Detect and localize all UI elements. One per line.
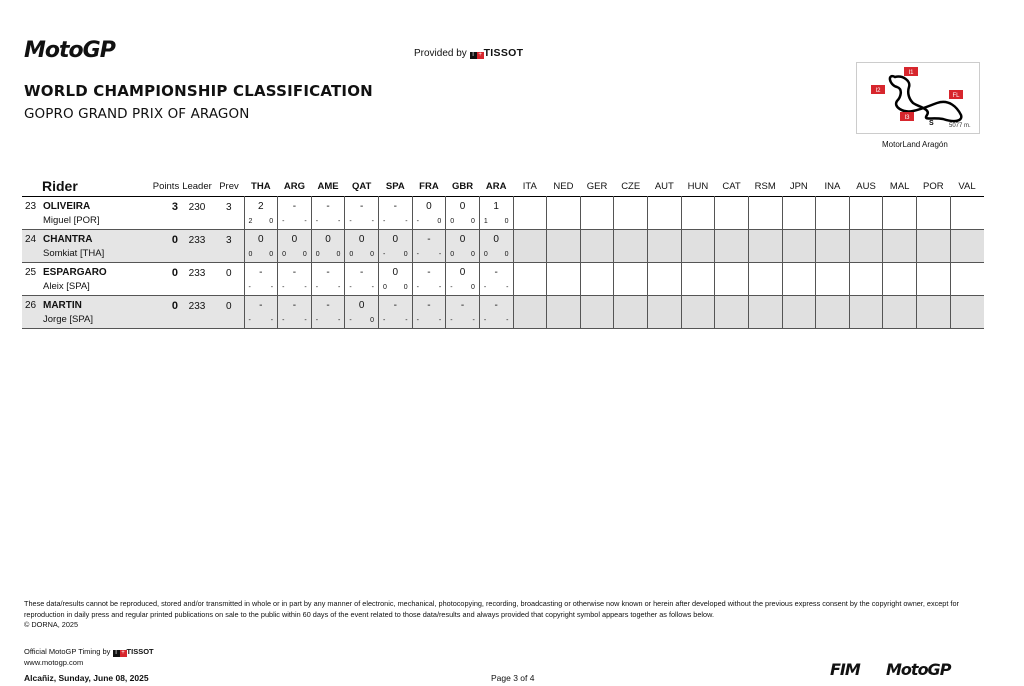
result-cell-aut xyxy=(648,296,682,329)
gp-points: 0 xyxy=(470,218,475,225)
sprint-points: - xyxy=(349,317,352,324)
result-cell-aut xyxy=(648,263,682,296)
result-cell-cat xyxy=(715,296,749,329)
result-cell-aus xyxy=(849,296,883,329)
result-cell-val xyxy=(950,263,984,296)
col-event-aut: AUT xyxy=(654,180,674,192)
result-cell-cat xyxy=(715,263,749,296)
sprint-points: - xyxy=(315,317,319,324)
leader-gap-cell: 233 xyxy=(180,296,214,329)
gp-points: - xyxy=(405,218,408,225)
page-title: WORLD CHAMPIONSHIP CLASSIFICATION xyxy=(24,82,373,100)
rider-cell xyxy=(22,263,152,296)
gp-points: 0 xyxy=(403,284,408,291)
rider-firstname: Somkiat [THA] xyxy=(43,248,105,259)
result-cell-hun xyxy=(681,263,715,296)
sprint-points: - xyxy=(383,251,386,258)
race-points: - xyxy=(292,267,297,278)
rider-lastname: CHANTRA xyxy=(43,234,93,245)
race-points: 0 xyxy=(459,201,466,212)
gp-points: - xyxy=(405,317,408,324)
result-cell-aus xyxy=(849,263,883,296)
table-header xyxy=(22,176,984,197)
result-cell-tha xyxy=(244,197,278,230)
result-cell-mal xyxy=(883,197,917,230)
result-cell-ina xyxy=(816,197,850,230)
sprint-points: - xyxy=(349,284,352,291)
col-prev: Prev xyxy=(219,180,239,192)
result-cell-jpn xyxy=(782,296,816,329)
event-date: Alcañiz, Sunday, June 08, 2025 xyxy=(24,673,149,683)
rider-firstname: Aleix [SPA] xyxy=(43,281,90,292)
gp-points: 0 xyxy=(470,284,475,291)
sprint-points: - xyxy=(248,284,251,291)
gp-points: - xyxy=(371,218,374,225)
gp-points: - xyxy=(338,284,341,291)
tissot-footer: TISSOT xyxy=(126,647,154,656)
result-cell-ger xyxy=(580,263,614,296)
result-cell-cze xyxy=(614,230,648,263)
sprint-points: - xyxy=(282,284,285,291)
col-event-cat: CAT xyxy=(722,180,741,192)
gp-points: 0 xyxy=(403,251,408,258)
tissot-sponsor: TISSOT xyxy=(483,47,524,59)
result-cell-ara xyxy=(479,296,513,329)
result-cell-ara xyxy=(479,197,513,230)
result-cell-spa xyxy=(379,296,413,329)
result-cell-ame xyxy=(311,263,345,296)
col-event-ned: NED xyxy=(553,180,574,192)
race-points: 0 xyxy=(459,267,466,278)
result-cell-ita xyxy=(513,263,547,296)
sprint-points: - xyxy=(315,284,319,291)
result-cell-arg xyxy=(278,230,312,263)
table-row xyxy=(22,197,984,230)
gp-points: - xyxy=(338,317,341,324)
result-cell-jpn xyxy=(782,197,816,230)
sprint-points: 0 xyxy=(315,251,320,258)
leader-gap-cell: 230 xyxy=(188,202,206,213)
result-cell-ned xyxy=(547,230,581,263)
col-event-ame: AME xyxy=(317,180,339,192)
sprint-points: - xyxy=(349,218,352,225)
sprint-points: - xyxy=(416,218,419,225)
result-cell-cze xyxy=(614,263,648,296)
sprint-points: 0 xyxy=(248,251,253,258)
result-cell-mal xyxy=(883,263,917,296)
result-cell-por xyxy=(917,263,951,296)
sprint-points: 0 xyxy=(483,251,488,258)
result-cell-fra xyxy=(412,296,446,329)
race-points: - xyxy=(460,300,465,311)
tissot-logo-icon: T xyxy=(471,52,475,58)
col-event-tha: THA xyxy=(251,180,271,192)
race-points: - xyxy=(259,300,263,311)
fim-logo: FIM xyxy=(830,660,860,679)
result-cell-qat xyxy=(345,296,379,329)
provided-by-label: Provided by xyxy=(414,48,467,59)
rider-cell xyxy=(22,197,152,230)
copyright: © DORNA, 2025 xyxy=(24,620,79,629)
gp-points: - xyxy=(304,218,307,225)
gp-points: - xyxy=(438,317,442,324)
sprint-points: - xyxy=(416,284,419,291)
result-cell-ina xyxy=(816,296,850,329)
result-cell-aut xyxy=(648,230,682,263)
result-cell-cat xyxy=(715,230,749,263)
rider-number: 26 xyxy=(25,300,37,311)
race-points: - xyxy=(326,201,330,212)
result-cell-ned xyxy=(547,263,581,296)
official-timing xyxy=(24,647,154,657)
leader-gap-cell: 233 xyxy=(188,268,206,279)
result-cell-fra xyxy=(412,197,446,230)
col-event-val: VAL xyxy=(958,180,976,192)
rider-lastname: MARTIN xyxy=(43,300,82,311)
result-cell-qat xyxy=(345,263,379,296)
col-points: Points xyxy=(152,180,180,192)
result-cell-ger xyxy=(580,197,614,230)
race-points: - xyxy=(360,201,364,212)
result-cell-aut xyxy=(648,197,682,230)
gp-points: - xyxy=(270,284,274,291)
track-length: 5077 m. xyxy=(949,123,971,129)
result-cell-tha xyxy=(244,230,278,263)
result-cell-aus xyxy=(849,197,883,230)
result-cell-aus xyxy=(849,230,883,263)
gp-points: - xyxy=(371,284,374,291)
circuit-name: MotorLand Aragón xyxy=(882,140,948,149)
rider-lastname: OLIVEIRA xyxy=(43,201,91,212)
sprint-points: 2 xyxy=(248,218,253,225)
result-cell-qat xyxy=(345,230,379,263)
points-cell: 0 xyxy=(152,296,180,329)
col-event-spa: SPA xyxy=(385,180,405,192)
result-cell-ina xyxy=(816,263,850,296)
tissot-logo-icon: T xyxy=(114,650,118,656)
sprint-points: 1 xyxy=(483,218,488,225)
col-rider: Rider xyxy=(42,178,78,194)
sprint-points: - xyxy=(483,317,487,324)
race-points: - xyxy=(427,300,431,311)
sprint-points: 0 xyxy=(450,251,455,258)
result-cell-gbr xyxy=(446,296,480,329)
col-event-mal: MAL xyxy=(889,180,910,192)
gp-points: 0 xyxy=(336,251,341,258)
col-event-fra: FRA xyxy=(419,180,439,192)
gp-points: 0 xyxy=(437,218,442,225)
points-cell: 0 xyxy=(152,230,180,263)
disclaimer xyxy=(24,599,984,631)
race-points: 0 xyxy=(291,234,298,245)
result-cell-gbr xyxy=(446,263,480,296)
website: www.motogp.com xyxy=(24,658,84,667)
gp-points: 0 xyxy=(302,251,307,258)
sprint-points: - xyxy=(248,317,251,324)
table-row xyxy=(22,296,984,329)
result-cell-spa xyxy=(379,197,413,230)
result-cell-ara xyxy=(479,263,513,296)
result-cell-qat xyxy=(345,197,379,230)
rider-lastname: ESPARGARO xyxy=(43,267,107,278)
race-points: - xyxy=(494,267,498,278)
gp-points: - xyxy=(472,317,475,324)
sector-i2: I2 xyxy=(875,88,881,94)
result-cell-fra xyxy=(412,230,446,263)
result-cell-por xyxy=(917,197,951,230)
gp-points: 0 xyxy=(504,251,509,258)
sprint-points: - xyxy=(282,218,285,225)
rider-firstname: Miguel [POR] xyxy=(43,215,100,226)
result-cell-ned xyxy=(547,296,581,329)
disclaimer-text: These data/results cannot be reproduced, stored and/or transmitted in whole or in part by any manner of electronic, mechanical, photocopying, recording, broadcasting or otherwise now known or herein after developed without the previous express consent by the copyright owner, except for reproduction in daily press and regular printed publications on sale to the public within 60 days of the event related to those data/results and always provided that copyright symbol appears together as follows below. xyxy=(24,599,959,619)
provided-by xyxy=(414,47,523,59)
result-cell-cze xyxy=(614,296,648,329)
race-points: - xyxy=(393,300,397,311)
sector-i3: I3 xyxy=(904,115,910,121)
result-cell-por xyxy=(917,230,951,263)
sprint-points: 0 xyxy=(450,218,455,225)
gp-points: - xyxy=(506,284,509,291)
result-cell-tha xyxy=(244,263,278,296)
result-cell-por xyxy=(917,296,951,329)
race-points: - xyxy=(259,267,263,278)
page-number: Page 3 of 4 xyxy=(491,673,535,683)
result-cell-rsm xyxy=(748,296,782,329)
gp-points: 0 xyxy=(269,218,274,225)
result-cell-fra xyxy=(412,263,446,296)
result-cell-ita xyxy=(513,197,547,230)
result-cell-ame xyxy=(311,197,345,230)
gp-points: - xyxy=(338,218,341,225)
result-cell-gbr xyxy=(446,197,480,230)
official-timing-label: Official MotoGP Timing by xyxy=(24,647,111,656)
col-event-hun: HUN xyxy=(687,180,709,192)
rider-number: 24 xyxy=(25,234,37,245)
sprint-points: - xyxy=(383,218,386,225)
gp-points: 0 xyxy=(370,317,374,324)
gp-points: 0 xyxy=(370,251,374,258)
rider-number: 25 xyxy=(25,267,37,278)
race-points: - xyxy=(292,300,297,311)
result-cell-ger xyxy=(580,296,614,329)
col-event-gbr: GBR xyxy=(452,180,474,192)
col-event-rsm: RSM xyxy=(754,180,776,192)
sprint-points: - xyxy=(483,284,487,291)
result-cell-hun xyxy=(681,197,715,230)
page-subtitle: GOPRO GRAND PRIX OF ARAGON xyxy=(24,106,250,122)
sprint-points: - xyxy=(416,317,419,324)
result-cell-tha xyxy=(244,296,278,329)
sprint-points: - xyxy=(315,218,319,225)
col-event-qat: QAT xyxy=(352,180,372,192)
motogp-footer-logo: MotoGP xyxy=(886,660,951,679)
result-cell-gbr xyxy=(446,230,480,263)
sprint-points: - xyxy=(450,284,453,291)
gp-points: - xyxy=(506,317,509,324)
rider-number: 23 xyxy=(25,201,37,212)
race-points: 0 xyxy=(258,234,264,245)
prev-cell: 3 xyxy=(214,230,244,263)
sprint-points: 0 xyxy=(383,284,387,291)
tissot-cross-icon: + xyxy=(478,52,482,58)
race-points: - xyxy=(494,300,498,311)
gp-points: 0 xyxy=(269,251,274,258)
race-points: - xyxy=(393,201,397,212)
result-cell-arg xyxy=(278,197,312,230)
race-points: 0 xyxy=(358,300,365,311)
result-cell-rsm xyxy=(748,263,782,296)
gp-points: 0 xyxy=(470,251,475,258)
result-cell-spa xyxy=(379,263,413,296)
race-points: 0 xyxy=(392,267,399,278)
result-cell-ara xyxy=(479,230,513,263)
sprint-points: - xyxy=(416,251,419,258)
race-points: - xyxy=(326,300,330,311)
race-points: 0 xyxy=(325,234,331,245)
result-cell-spa xyxy=(379,230,413,263)
result-cell-jpn xyxy=(782,230,816,263)
prev-cell: 0 xyxy=(225,268,232,279)
race-points: 0 xyxy=(392,234,399,245)
result-cell-mal xyxy=(883,230,917,263)
result-cell-arg xyxy=(278,263,312,296)
rider-cell xyxy=(22,296,152,329)
result-cell-arg xyxy=(278,296,312,329)
sector-i1: I1 xyxy=(908,70,914,76)
col-event-ina: INA xyxy=(824,180,841,192)
race-points: - xyxy=(427,234,431,245)
col-event-arg: ARG xyxy=(283,180,305,192)
gp-points: - xyxy=(304,284,307,291)
result-cell-ita xyxy=(513,230,547,263)
gp-points: - xyxy=(270,317,274,324)
col-event-ger: GER xyxy=(586,180,608,192)
result-cell-jpn xyxy=(782,263,816,296)
col-leader: Leader xyxy=(182,180,212,192)
sprint-points: 0 xyxy=(349,251,354,258)
sprint-points: - xyxy=(383,317,386,324)
race-points: - xyxy=(360,267,364,278)
col-event-aus: AUS xyxy=(856,180,876,192)
race-points: 0 xyxy=(459,234,466,245)
rider-firstname: Jorge [SPA] xyxy=(43,314,93,325)
start-marker: S xyxy=(929,120,934,127)
result-cell-cze xyxy=(614,197,648,230)
sprint-points: - xyxy=(282,317,285,324)
result-cell-ned xyxy=(547,197,581,230)
prev-cell: 3 xyxy=(225,202,232,213)
result-cell-val xyxy=(950,197,984,230)
result-cell-mal xyxy=(883,296,917,329)
col-event-ara: ARA xyxy=(485,180,507,192)
tissot-cross-icon: + xyxy=(121,650,125,656)
result-cell-ger xyxy=(580,230,614,263)
points-cell: 3 xyxy=(171,201,178,213)
gp-points: - xyxy=(438,284,442,291)
race-points: 1 xyxy=(493,201,499,212)
prev-cell: 0 xyxy=(214,296,244,329)
rider-cell xyxy=(22,230,152,263)
sprint-points: - xyxy=(450,317,453,324)
table-row xyxy=(22,230,984,263)
gp-points: - xyxy=(304,317,307,324)
table-row xyxy=(22,263,984,296)
result-cell-hun xyxy=(681,230,715,263)
race-points: - xyxy=(326,267,330,278)
sprint-points: 0 xyxy=(282,251,287,258)
result-cell-ina xyxy=(816,230,850,263)
gp-points: 0 xyxy=(504,218,509,225)
leader-gap-cell: 233 xyxy=(180,230,214,263)
col-event-ita: ITA xyxy=(522,180,537,192)
race-points: 0 xyxy=(493,234,499,245)
track-map-icon xyxy=(857,63,979,133)
result-cell-ita xyxy=(513,296,547,329)
result-cell-rsm xyxy=(748,230,782,263)
points-cell: 0 xyxy=(171,267,178,279)
track-map xyxy=(856,62,980,134)
classification-table xyxy=(22,176,984,329)
race-points: 0 xyxy=(426,201,432,212)
race-points: 0 xyxy=(358,234,365,245)
col-event-jpn: JPN xyxy=(789,180,808,192)
result-cell-val xyxy=(950,296,984,329)
col-event-por: POR xyxy=(923,180,944,192)
result-cell-hun xyxy=(681,296,715,329)
race-points: 2 xyxy=(258,201,264,212)
race-points: - xyxy=(292,201,297,212)
motogp-logo: MotoGP xyxy=(24,38,115,63)
sector-fl: FL xyxy=(952,93,960,99)
result-cell-ame xyxy=(311,296,345,329)
gp-points: - xyxy=(438,251,442,258)
race-points: - xyxy=(427,267,431,278)
result-cell-cat xyxy=(715,197,749,230)
col-event-cze: CZE xyxy=(621,180,641,192)
result-cell-ame xyxy=(311,230,345,263)
result-cell-val xyxy=(950,230,984,263)
result-cell-rsm xyxy=(748,197,782,230)
